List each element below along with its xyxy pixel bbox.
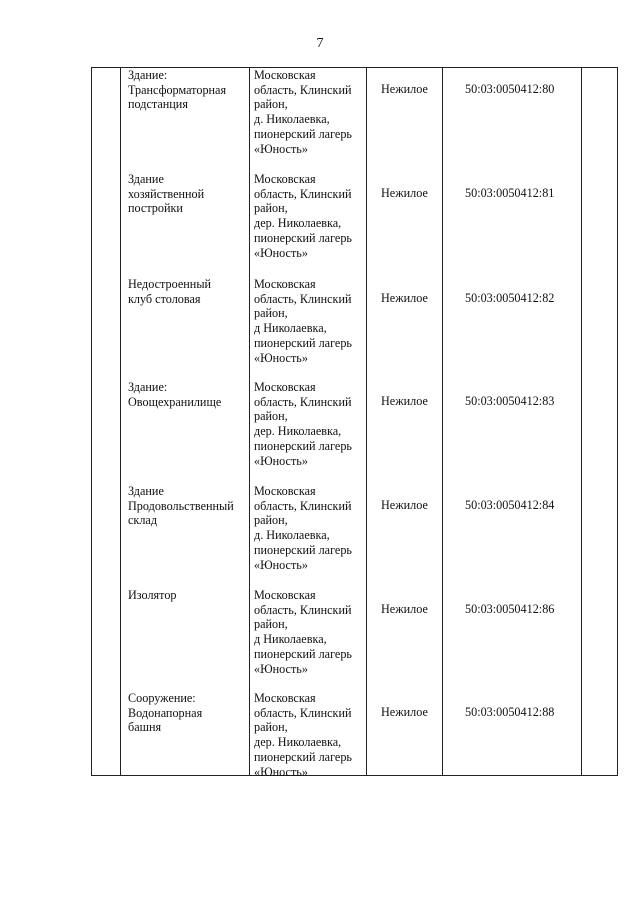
object-type: Нежилое [381, 291, 428, 305]
object-address: Московская область, Клинский район, дер. Николаевка, пионерский лагерь «Юность» [254, 380, 352, 468]
object-name: Здание: Трансформаторная подстанция [128, 68, 227, 112]
column-divider [249, 68, 250, 775]
object-name: Здание: Овощехранилище [128, 380, 222, 409]
cadastral-number: 50:03:0050412:81 [465, 186, 555, 200]
object-type: Нежилое [381, 186, 428, 200]
cadastral-number: 50:03:0050412:86 [465, 602, 555, 616]
column-divider [366, 68, 367, 775]
object-address: Московская область, Клинский район, д Николаевка, пионерский лагерь «Юность» [254, 277, 352, 365]
cadastral-number: 50:03:0050412:88 [465, 705, 555, 719]
object-address: Московская область, Клинский район, д Николаевка, пионерский лагерь «Юность» [254, 588, 352, 676]
column-divider [581, 68, 582, 775]
cadastral-number: 50:03:0050412:80 [465, 82, 555, 96]
column-divider [442, 68, 443, 775]
object-address: Московская область, Клинский район, дер. Николаевка, пионерский лагерь «Юность» [254, 172, 352, 260]
object-type: Нежилое [381, 82, 428, 96]
cadastral-number: 50:03:0050412:83 [465, 394, 555, 408]
cadastral-number: 50:03:0050412:84 [465, 498, 555, 512]
object-type: Нежилое [381, 705, 428, 719]
object-name: Здание Продовольственный склад [128, 484, 234, 528]
object-address: Московская область, Клинский район, д. Николаевка, пионерский лагерь «Юность» [254, 484, 352, 572]
object-type: Нежилое [381, 394, 428, 408]
object-address: Московская область, Клинский район, дер. Николаевка, пионерский лагерь «Юность» [254, 691, 352, 779]
object-name: Изолятор [128, 588, 177, 602]
object-name: Недостроенный клуб столовая [128, 277, 212, 306]
object-address: Московская область, Клинский район, д. Николаевка, пионерский лагерь «Юность» [254, 68, 352, 156]
object-name: Здание хозяйственной постройки [128, 172, 205, 216]
object-name: Сооружение: Водонапорная башня [128, 691, 203, 735]
property-table [91, 67, 618, 779]
page-number: 7 [316, 36, 324, 51]
object-type: Нежилое [381, 602, 428, 616]
column-divider [120, 68, 121, 775]
cadastral-number: 50:03:0050412:82 [465, 291, 555, 305]
object-type: Нежилое [381, 498, 428, 512]
